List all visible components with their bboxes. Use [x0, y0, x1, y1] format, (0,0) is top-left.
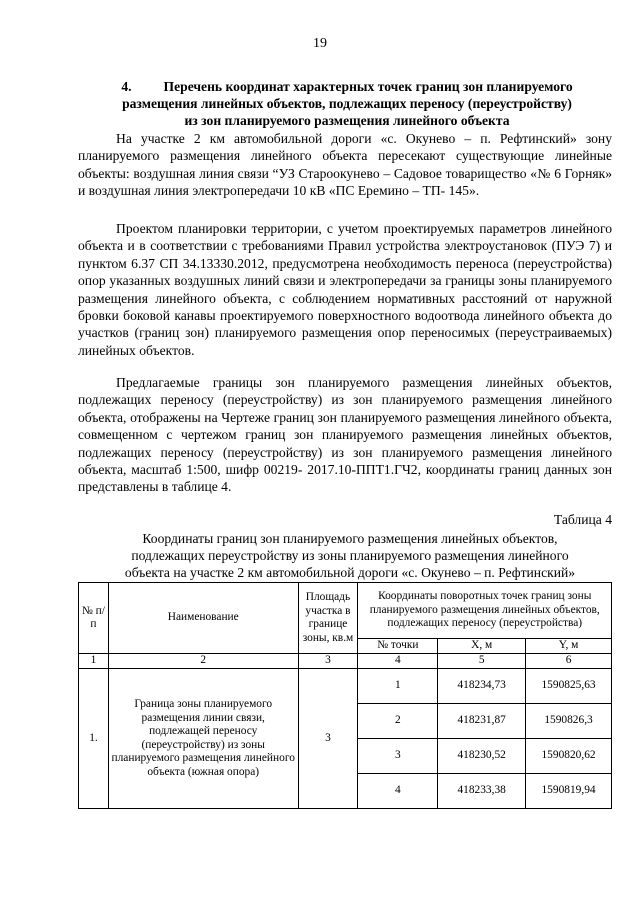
index-cell: 5	[438, 654, 526, 669]
row-num: 1.	[79, 669, 109, 809]
point-cell: 3	[358, 739, 438, 774]
table-header-row	[79, 583, 612, 639]
table-title-line-1: Координаты границ зон планируемого размещения линейных объектов,	[142, 531, 558, 546]
x-cell: 418233,38	[438, 774, 526, 809]
paragraph-2: Проектом планировки территории, с учетом проектируемых параметров линейного объекта и в соответствии с требованиями Правил устройства электроустановок (ПУЭ 7) и пунктом 6.37 СП 34.13330.2012, предусмотрена необходимость переноса (переустройства) опор указанных воздушных линий связи и электропередачи за границы зоны планируемого размещения линейного объекта, с соблюдением нормативных расстояний от наружной бровки боковой канавы проектируемого поверхностного водоотвода линейного объекта до участков (границ зон) планируемого размещения опор переносимых (переустраиваемых) линейных объектов.	[78, 221, 612, 358]
heading-line-2: размещения линейных объектов, подлежащих переносу (переустройству)	[122, 96, 572, 111]
row-area: 3	[298, 669, 358, 809]
x-cell: 418231,87	[438, 704, 526, 739]
paragraph-1: На участке 2 км автомобильной дороги «с. Окунево – п. Рефтинский» зону планируемого размещения линейного объекта пересекают существующие линейные объекты: воздушная линия связи “УЗ Староокунево – Садовое товарищество «№ 6 Горняк» и воздушная линия электропередачи 10 кВ «ПС Еремино – ТП- 145».	[78, 131, 612, 199]
heading-line-1: 4. Перечень координат характерных точек границ зон планируемого	[121, 79, 573, 94]
y-cell: 1590826,3	[526, 704, 612, 739]
header-point: № точки	[358, 639, 438, 654]
header-coords: Координаты поворотных точек границ зоны планируемого размещения линейных объектов, подлежащих переносу (переустройства)	[358, 583, 612, 639]
y-cell: 1590820,62	[526, 739, 612, 774]
header-x: X, м	[438, 639, 526, 654]
table-index-row	[79, 654, 612, 669]
table-title	[80, 530, 620, 581]
y-cell: 1590825,63	[526, 669, 612, 704]
coordinates-table	[78, 582, 612, 809]
index-cell: 4	[358, 654, 438, 669]
heading-number: 4.	[121, 79, 132, 94]
x-cell: 418230,52	[438, 739, 526, 774]
table-row	[79, 669, 612, 704]
index-cell: 1	[79, 654, 109, 669]
header-area: Площадь участка в границе зоны, кв.м	[298, 583, 358, 654]
section-heading	[82, 78, 612, 129]
table-label: Таблица 4	[553, 512, 612, 527]
point-cell: 4	[358, 774, 438, 809]
header-y: Y, м	[526, 639, 612, 654]
table-title-line-3: объекта на участке 2 км автомобильной дороги «с. Окунево – п. Рефтинский»	[124, 565, 576, 580]
header-name: Наименование	[108, 583, 298, 654]
table-title-line-2: подлежащих переустройству из зоны планируемого размещения линейного	[131, 548, 569, 563]
y-cell: 1590819,94	[526, 774, 612, 809]
header-num: № п/п	[79, 583, 109, 654]
paragraph-3: Предлагаемые границы зон планируемого размещения линейных объектов, подлежащих переносу (переустройству) из зон планируемого размещения линейного объекта, отображены на Чертеже границ зон планируемого размещения линейного объекта, совмещенном с чертежом границ зон планируемого размещения линейных объектов, подлежащих переносу (переустройству) из зон планируемого размещения линейного объекта, масштаб 1:500, шифр 00219- 2017.10-ППТ1.ГЧ2, координаты границ данных зон представлены в таблице 4.	[78, 375, 612, 495]
heading-line-3: из зон планируемого размещения линейного объекта	[184, 113, 510, 128]
page-number: 19	[313, 36, 327, 51]
point-cell: 2	[358, 704, 438, 739]
x-cell: 418234,73	[438, 669, 526, 704]
row-name: Граница зоны планируемого размещения линии связи, подлежащей переносу (переустройству) из зоны планируемого размещения линейного объекта (южная опора)	[108, 669, 298, 809]
index-cell: 2	[108, 654, 298, 669]
point-cell: 1	[358, 669, 438, 704]
index-cell: 6	[526, 654, 612, 669]
index-cell: 3	[298, 654, 358, 669]
